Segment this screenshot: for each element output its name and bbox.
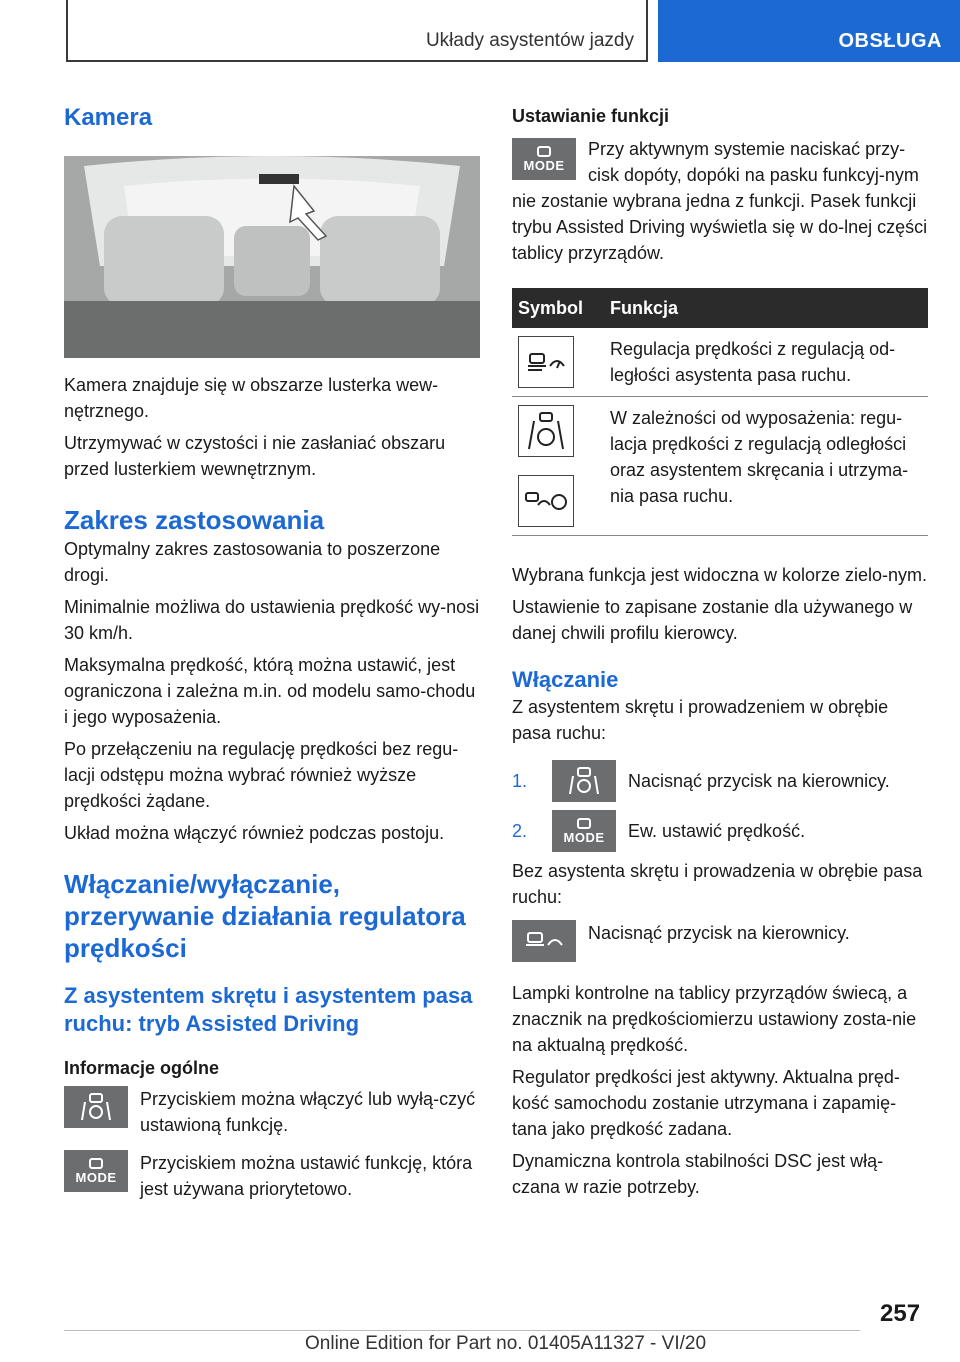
speed-distance-button-icon <box>512 920 576 962</box>
step-1-number: 1. <box>512 770 528 791</box>
scope-paragraph-5: Układ można włączyć również podczas postoju. <box>64 823 445 843</box>
header-chapter-box <box>66 0 648 62</box>
function-table <box>512 288 928 536</box>
onoff-heading: Włączanie/wyłączanie, przerywanie działania regulatora prędkości <box>64 869 466 963</box>
on-item-text: Nacisnąć przycisk na kierownicy. <box>588 923 850 943</box>
camera-paragraph-2: Utrzymywać w czystości i nie zasłaniać obszaru przed lusterkiem wewnętrznym. <box>64 433 446 479</box>
setting-text: Przy aktywnym systemie naciskać przy-cisk dopóty, dopóki na pasku funkcyj-nym nie zostanie wybrana jedna z funkcji. Pasek funkcji trybu Assisted Driving wyświetla się w do-lnej części tablicy przyrządów. <box>512 139 928 263</box>
selected-function-paragraph: Wybrana funkcja jest widoczna w kolorze zielo-nym. <box>512 565 928 585</box>
scope-paragraph-4: Po przełączeniu na regulację prędkości bez regu-lacji odstępu można wybrać również wyższe prędkości żądane. <box>64 739 459 811</box>
on-paragraph-1: Z asystentem skrętu i prowadzeniem w obrębie pasa ruchu: <box>512 697 889 743</box>
indicator-paragraph: Lampki kontrolne na tablicy przyrządów świecą, a znacznik na prędkościomierzu ustawiony zosta-nie na aktualną prędkość. <box>512 983 917 1055</box>
camera-heading: Kamera <box>64 104 153 131</box>
table-row <box>512 328 928 397</box>
mode-label: MODE <box>523 157 565 173</box>
assist-button-icon <box>552 760 616 802</box>
table-header <box>512 288 928 328</box>
car-interior-illustration <box>64 156 480 358</box>
mode-button-icon <box>512 138 576 180</box>
speed-distance-lane-icon <box>518 336 574 388</box>
steering-lane-icon <box>518 405 574 457</box>
right-column <box>512 100 928 1200</box>
col-function: Funkcja <box>604 288 928 328</box>
speed-steering-icon <box>518 475 574 527</box>
step-2-text: Ew. ustawić prędkość. <box>628 821 806 841</box>
on-item <box>512 920 928 962</box>
mode-button-icon <box>64 1150 128 1192</box>
scope-paragraph-1: Optymalny zakres zastosowania to poszerzone drogi. <box>64 539 441 585</box>
general-item-1 <box>64 1086 484 1138</box>
step-1-text: Nacisnąć przycisk na kierownicy. <box>628 771 890 791</box>
camera-paragraph-1: Kamera znajduje się w obszarze lusterka wew-nętrznego. <box>64 375 439 421</box>
table-row-2-text: W zależności od wyposażenia: regu-lacja prędkości z regulacją odległości oraz asystentem skręcania i utrzyma-nia pasa ruchu. <box>604 397 928 536</box>
header-chapter: Układy asystentów jazdy <box>425 30 634 51</box>
mode-button-icon <box>552 810 616 852</box>
general-item-1-text: Przyciskiem można włączyć lub wyłą-czyć ustawioną funkcję. <box>140 1089 476 1135</box>
general-item-2-text: Przyciskiem można ustawić funkcję, która jest używana priorytetowo. <box>140 1153 473 1199</box>
table-row-1-text: Regulacja prędkości z regulacją od-ległości asystenta pasa ruchu. <box>604 328 928 397</box>
step-2 <box>512 810 928 852</box>
general-heading: Informacje ogólne <box>64 1058 220 1078</box>
scope-heading: Zakres zastosowania <box>64 505 325 535</box>
assist-button-icon <box>64 1086 128 1128</box>
assist-heading: Z asystentem skrętu i asystentem pasa ruchu: tryb Assisted Driving <box>64 983 473 1036</box>
scope-paragraph-3: Maksymalna prędkość, którą można ustawić, jest ograniczona i zależna m.in. od modelu samo-chodu i jego wyposażenia. <box>64 655 476 727</box>
regulator-paragraph: Regulator prędkości jest aktywny. Aktualna pręd-kość samochodu zostanie utrzymana i zapamię-tana jako prędkość zadana. <box>512 1067 900 1139</box>
page-number: 257 <box>880 1300 921 1327</box>
table-row <box>512 397 928 536</box>
profile-paragraph: Ustawienie to zapisane zostanie dla używanego w danej chwili profilu kierowcy. <box>512 597 913 643</box>
footer-edition: Online Edition for Part no. 01405A11327 - VI/20 <box>305 1333 707 1354</box>
scope-paragraph-2: Minimalnie możliwa do ustawienia prędkość wy-nosi 30 km/h. <box>64 597 480 643</box>
mode-label: MODE <box>75 1169 117 1185</box>
camera-photo <box>64 156 480 358</box>
left-column <box>64 100 484 1202</box>
header-section-tab <box>658 0 960 62</box>
step-2-number: 2. <box>512 820 528 841</box>
on-heading: Włączanie <box>512 667 619 692</box>
dsc-paragraph: Dynamiczna kontrola stabilności DSC jest włą-czana w razie potrzeby. <box>512 1151 884 1197</box>
general-item-2 <box>64 1150 484 1202</box>
col-symbol: Symbol <box>512 288 604 328</box>
on-paragraph-2: Bez asystenta skrętu i prowadzenia w obrębie pasa ruchu: <box>512 861 923 907</box>
step-1 <box>512 760 928 802</box>
setting-block <box>512 136 928 266</box>
footer-divider <box>64 1330 860 1331</box>
header-section: OBSŁUGA <box>838 30 942 52</box>
setting-heading: Ustawianie funkcji <box>512 106 670 126</box>
mode-label: MODE <box>563 829 605 845</box>
